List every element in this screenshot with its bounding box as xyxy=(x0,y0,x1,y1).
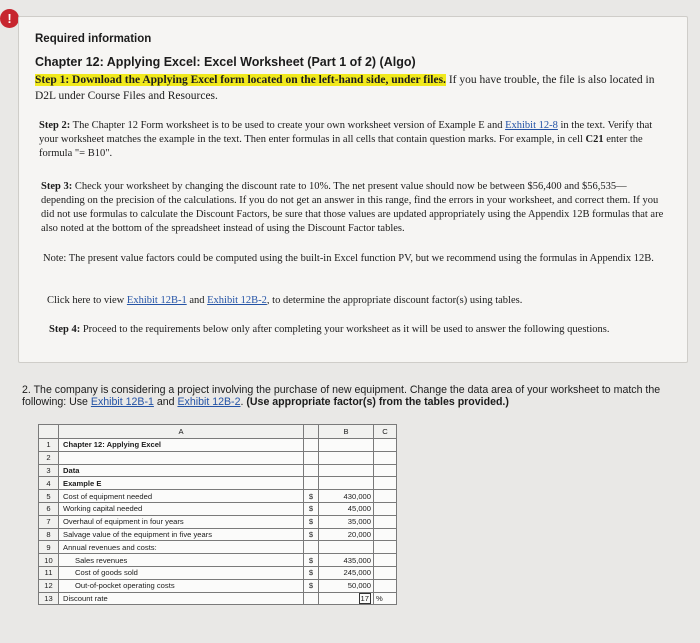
row-number: 4 xyxy=(39,477,59,490)
table-row xyxy=(39,502,397,515)
row-currency xyxy=(304,477,319,490)
question-2 xyxy=(22,384,682,408)
worksheet-table xyxy=(38,424,397,605)
row-currency: $ xyxy=(304,490,319,503)
row-number: 13 xyxy=(39,592,59,605)
row-number: 12 xyxy=(39,579,59,592)
row-label[interactable]: Example E xyxy=(59,477,304,490)
alert-icon: ! xyxy=(0,9,19,28)
row-number: 5 xyxy=(39,490,59,503)
table-row xyxy=(39,541,397,554)
col-header-a: A xyxy=(59,425,304,439)
row-value[interactable] xyxy=(319,477,374,490)
row-col-c[interactable] xyxy=(374,579,397,592)
required-info-heading: Required information xyxy=(35,33,152,45)
row-label[interactable]: Out-of-pocket operating costs xyxy=(59,579,304,592)
col-header-c: C xyxy=(374,425,397,439)
row-label[interactable]: Chapter 12: Applying Excel xyxy=(59,439,304,452)
row-currency xyxy=(304,592,319,605)
row-value[interactable]: 20,000 xyxy=(319,528,374,541)
row-value[interactable]: 35,000 xyxy=(319,515,374,528)
step2-label: Step 2: xyxy=(39,120,71,131)
row-currency: $ xyxy=(304,515,319,528)
row-value[interactable]: 435,000 xyxy=(319,554,374,567)
click-here-a: Click here to view xyxy=(47,295,127,306)
row-label[interactable]: Data xyxy=(59,464,304,477)
discount-rate-value[interactable]: 17 xyxy=(360,593,369,603)
click-here-c: , to determine the appropriate discount factor(s) using tables. xyxy=(266,295,523,306)
table-row xyxy=(39,515,397,528)
row-currency xyxy=(304,439,319,452)
row-label[interactable]: Sales revenues xyxy=(59,554,304,567)
row-value[interactable] xyxy=(319,464,374,477)
step3-label: Step 3: xyxy=(41,181,73,192)
row-value[interactable] xyxy=(319,439,374,452)
step1-rest: If you have trouble, the file is also located in D2L under Course Files and Resources. xyxy=(35,74,655,102)
table-row xyxy=(39,477,397,490)
row-label[interactable]: Cost of equipment needed xyxy=(59,490,304,503)
row-label[interactable]: Discount rate xyxy=(59,592,304,605)
instructions-card xyxy=(18,16,688,363)
step2-text-a: The Chapter 12 Form worksheet is to be used to create your own worksheet version of Example E and xyxy=(70,120,506,131)
step4-text xyxy=(49,323,665,337)
row-number: 10 xyxy=(39,554,59,567)
row-number: 3 xyxy=(39,464,59,477)
table-row xyxy=(39,566,397,579)
row-number: 7 xyxy=(39,515,59,528)
row-col-c[interactable] xyxy=(374,490,397,503)
step3-text xyxy=(41,180,669,236)
row-label[interactable]: Overhaul of equipment in four years xyxy=(59,515,304,528)
step3-body: Check your worksheet by changing the discount rate to 10%. The net present value should now be between $56,400 and $56,535—depending on the precision of the calculations. If you do not get an answer in this range, find the errors in your worksheet, and correct them. If you did not use formulas to calculate the Discount Factors, be sure that those values are updated appropriately using the Appendix 12B formulas that are also noted at the bottom of the spreadsheet instead of using the Discount Factor tables. xyxy=(41,181,664,234)
q2-text-a: 2. The company is considering a project involving the purchase of new equipment. Change the data area of your worksheet to match the following: Use xyxy=(22,384,661,408)
step4-label: Step 4: xyxy=(49,324,81,335)
row-label[interactable]: Cost of goods sold xyxy=(59,566,304,579)
q2-exhibit-12b-1-link[interactable]: Exhibit 12B-1 xyxy=(90,396,154,408)
row-col-c[interactable] xyxy=(374,477,397,490)
row-value[interactable] xyxy=(319,541,374,554)
step2-cell: C21 xyxy=(585,134,604,145)
row-col-c[interactable] xyxy=(374,439,397,452)
exhibit-12b-1-link[interactable]: Exhibit 12B-1 xyxy=(126,295,187,306)
row-col-c[interactable] xyxy=(374,566,397,579)
table-row xyxy=(39,451,397,464)
row-currency: $ xyxy=(304,579,319,592)
row-number: 1 xyxy=(39,439,59,452)
row-col-c[interactable] xyxy=(374,554,397,567)
table-row xyxy=(39,490,397,503)
row-currency: $ xyxy=(304,528,319,541)
row-number: 6 xyxy=(39,502,59,515)
chapter-title: Chapter 12: Applying Excel: Excel Worksheet (Part 1 of 2) (Algo) xyxy=(35,55,416,69)
col-header-b: B xyxy=(319,425,374,439)
step1-text xyxy=(35,72,671,104)
row-currency xyxy=(304,451,319,464)
row-value[interactable]: 45,000 xyxy=(319,502,374,515)
step2-text-b: in the text. Verify that your worksheet matches the example in the text. Then enter formulas in all cells that contain question marks. For example, in cell xyxy=(39,120,653,145)
step4-body: Proceed to the requirements below only after completing your worksheet as it will be used to answer the following questions. xyxy=(80,324,610,335)
discount-rate-cell[interactable] xyxy=(319,592,374,605)
row-currency xyxy=(304,464,319,477)
click-here-text xyxy=(47,294,667,308)
col-header-gap xyxy=(304,425,319,439)
row-number: 9 xyxy=(39,541,59,554)
row-label[interactable]: Annual revenues and costs: xyxy=(59,541,304,554)
row-number: 8 xyxy=(39,528,59,541)
row-label[interactable]: Salvage value of the equipment in five years xyxy=(59,528,304,541)
exhibit-12-8-link[interactable]: Exhibit 12-8 xyxy=(505,120,558,131)
row-number: 11 xyxy=(39,566,59,579)
row-value[interactable] xyxy=(319,451,374,464)
q2-text-b: and xyxy=(153,396,178,408)
row-col-c[interactable] xyxy=(374,528,397,541)
row-col-c[interactable] xyxy=(374,451,397,464)
q2-text-c: . xyxy=(240,396,247,408)
row-currency: $ xyxy=(304,502,319,515)
step1-highlight: Step 1: Download the Applying Excel form located on the left-hand side, under files. xyxy=(35,74,446,86)
row-number: 2 xyxy=(39,451,59,464)
row-label[interactable] xyxy=(59,451,304,464)
row-value[interactable]: 430,000 xyxy=(319,490,374,503)
q2-bold-note: (Use appropriate factor(s) from the tables provided.) xyxy=(246,396,509,408)
row-col-c[interactable] xyxy=(374,464,397,477)
row-col-c[interactable]: % xyxy=(374,592,397,605)
row-col-c[interactable] xyxy=(374,515,397,528)
column-header-row xyxy=(39,425,397,439)
row-currency: $ xyxy=(304,554,319,567)
row-col-c[interactable] xyxy=(374,541,397,554)
corner-cell xyxy=(39,425,59,439)
step2-text-c: enter the formula "= B10". xyxy=(39,134,643,159)
row-value[interactable]: 50,000 xyxy=(319,579,374,592)
row-currency xyxy=(304,541,319,554)
click-here-b: and xyxy=(186,295,208,306)
table-row xyxy=(39,579,397,592)
table-row xyxy=(39,528,397,541)
row-col-c[interactable] xyxy=(374,502,397,515)
step2-text xyxy=(39,119,665,161)
exhibit-12b-2-link[interactable]: Exhibit 12B-2 xyxy=(207,295,267,306)
table-row xyxy=(39,592,397,605)
row-value[interactable]: 245,000 xyxy=(319,566,374,579)
row-currency: $ xyxy=(304,566,319,579)
q2-exhibit-12b-2-link[interactable]: Exhibit 12B-2 xyxy=(177,396,241,408)
note-text: Note: The present value factors could be computed using the built-in Excel function PV, but we recommend using the formulas in Appendix 12B. xyxy=(43,253,654,264)
table-row xyxy=(39,554,397,567)
table-row xyxy=(39,464,397,477)
row-label[interactable]: Working capital needed xyxy=(59,502,304,515)
table-row xyxy=(39,439,397,452)
